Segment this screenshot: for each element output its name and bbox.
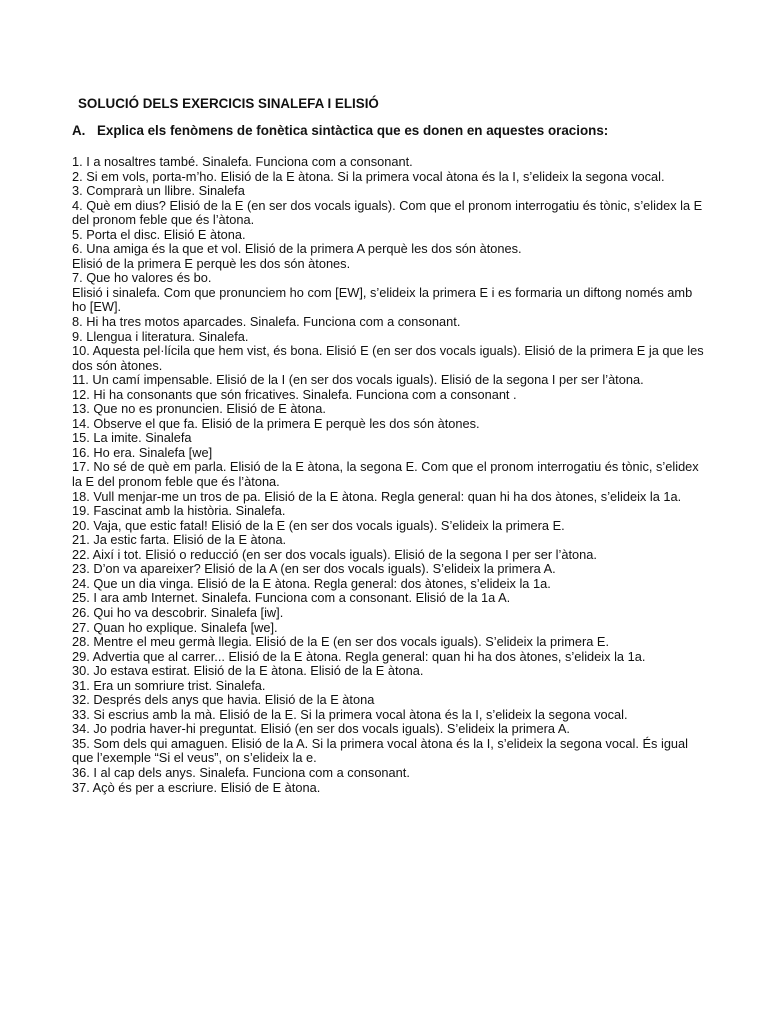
answer-line: Elisió i sinalefa. Com que pronunciem ho com [EW], s’elideix la primera E i es formaria un diftong només amb ho [EW].	[72, 284, 693, 315]
answer-line: 34. Jo podria haver-hi preguntat. Elisió (en ser dos vocals iguals). S’elideix la primera A.	[72, 721, 570, 737]
answer-line: 32. Després dels anys que havia. Elisió de la E àtona	[72, 692, 375, 708]
answer-line: 33. Si escrius amb la mà. Elisió de la E. Si la primera vocal àtona és la I, s’elideix la segona vocal.	[72, 706, 628, 722]
answer-line: 7. Que ho valores és bo.	[72, 270, 212, 286]
section-heading	[72, 123, 708, 139]
answer-line: 26. Qui ho va descobrir. Sinalefa [iw].	[72, 604, 284, 620]
answer-line: 15. La imite. Sinalefa	[72, 430, 192, 446]
answer-line: 14. Observe el que fa. Elisió de la primera E perquè les dos són àtones.	[72, 415, 480, 431]
answer-line: 25. I ara amb Internet. Sinalefa. Funciona com a consonant. Elisió de la 1a A.	[72, 590, 511, 606]
answer-line: 12. Hi ha consonants que són fricatives. Sinalefa. Funciona com a consonant .	[72, 386, 517, 402]
answer-line: 28. Mentre el meu germà llegia. Elisió de la E (en ser dos vocals iguals). S’elideix la primera E.	[72, 634, 610, 650]
answer-line: 23. D’on va apareixer? Elisió de la A (en ser dos vocals iguals). S’elideix la primera A.	[72, 561, 556, 577]
answer-line: 1. I a nosaltres també. Sinalefa. Funciona com a consonant.	[72, 154, 413, 169]
answer-line: Elisió de la primera E perquè les dos són àtones.	[72, 255, 351, 271]
answer-line: 24. Que un dia vinga. Elisió de la E àtona. Regla general: dos àtones, s’elideix la 1a.	[72, 575, 551, 591]
answer-list	[72, 155, 708, 795]
answer-line: 36. I al cap dels anys. Sinalefa. Funciona com a consonant.	[72, 764, 410, 780]
document-title: SOLUCIÓ DELS EXERCICIS SINALEFA I ELISIÓ	[78, 96, 379, 111]
answer-line: 21. Ja estic farta. Elisió de la E àtona.	[72, 532, 287, 548]
answer-line: 17. No sé de què em parla. Elisió de la E àtona, la segona E. Com que el pronom interrogatiu és tònic, s’elidex la E del pronom feble que és l’àtona.	[72, 459, 699, 490]
answer-line: 29. Advertia que al carrer... Elisió de la E àtona. Regla general: quan hi ha dos àtones, s’elideix la 1a.	[72, 648, 646, 664]
answer-line: 4. Què em dius? Elisió de la E (en ser dos vocals iguals). Com que el pronom interrogatiu és tònic, s’elidex la E del pronom feble que és l’àtona.	[72, 197, 703, 228]
answer-line: 3. Comprarà un llibre. Sinalefa	[72, 183, 245, 199]
section-heading-text: Explica els fenòmens de fonètica sintàctica que es donen en aquestes oracions:	[97, 123, 609, 138]
answer-line: 19. Fascinat amb la història. Sinalefa.	[72, 503, 286, 519]
answer-line: 5. Porta el disc. Elisió E àtona.	[72, 226, 246, 242]
answer-line: 16. Ho era. Sinalefa [we]	[72, 444, 213, 460]
answer-line: 8. Hi ha tres motos aparcades. Sinalefa. Funciona com a consonant.	[72, 314, 461, 330]
answer-line: 35. Som dels qui amaguen. Elisió de la A. Si la primera vocal àtona és la I, s’elideix la segona vocal. És igual que l’exemple “Si el veus”, on s’elideix la e.	[72, 735, 689, 766]
answer-line: 2. Si em vols, porta-m’ho. Elisió de la E àtona. Si la primera vocal àtona és la I, s’elideix la segona vocal.	[72, 168, 665, 184]
answer-line: 10. Aquesta pel·lícila que hem vist, és bona. Elisió E (en ser dos vocals iguals). Elisió de la primera E ja que les dos són àtones.	[72, 343, 704, 373]
answer-line: 37. Açò és per a escriure. Elisió de E àtona.	[72, 779, 321, 795]
answer-line: 31. Era un somriure trist. Sinalefa.	[72, 677, 266, 693]
answer-line: 13. Que no es pronuncien. Elisió de E àtona.	[72, 401, 326, 417]
answer-line: 27. Quan ho explique. Sinalefa [we].	[72, 619, 278, 635]
answer-line: 30. Jo estava estirat. Elisió de la E àtona. Elisió de la E àtona.	[72, 663, 424, 679]
answer-line: 11. Un camí impensable. Elisió de la I (en ser dos vocals iguals). Elisió de la segona I per ser l’àtona.	[72, 372, 644, 388]
section-letter: A.	[72, 123, 86, 138]
answer-line: 20. Vaja, que estic fatal! Elisió de la E (en ser dos vocals iguals). S’elideix la primera E.	[72, 517, 565, 533]
answer-line: 6. Una amiga és la que et vol. Elisió de la primera A perquè les dos són àtones.	[72, 241, 522, 257]
answer-line: 9. Llengua i literatura. Sinalefa.	[72, 328, 249, 344]
answer-line: 22. Així i tot. Elisió o reducció (en ser dos vocals iguals). Elisió de la segona I per ser l’àtona.	[72, 546, 597, 562]
answer-line: 18. Vull menjar-me un tros de pa. Elisió de la E àtona. Regla general: quan hi ha dos àtones, s’elideix la 1a.	[72, 488, 682, 504]
